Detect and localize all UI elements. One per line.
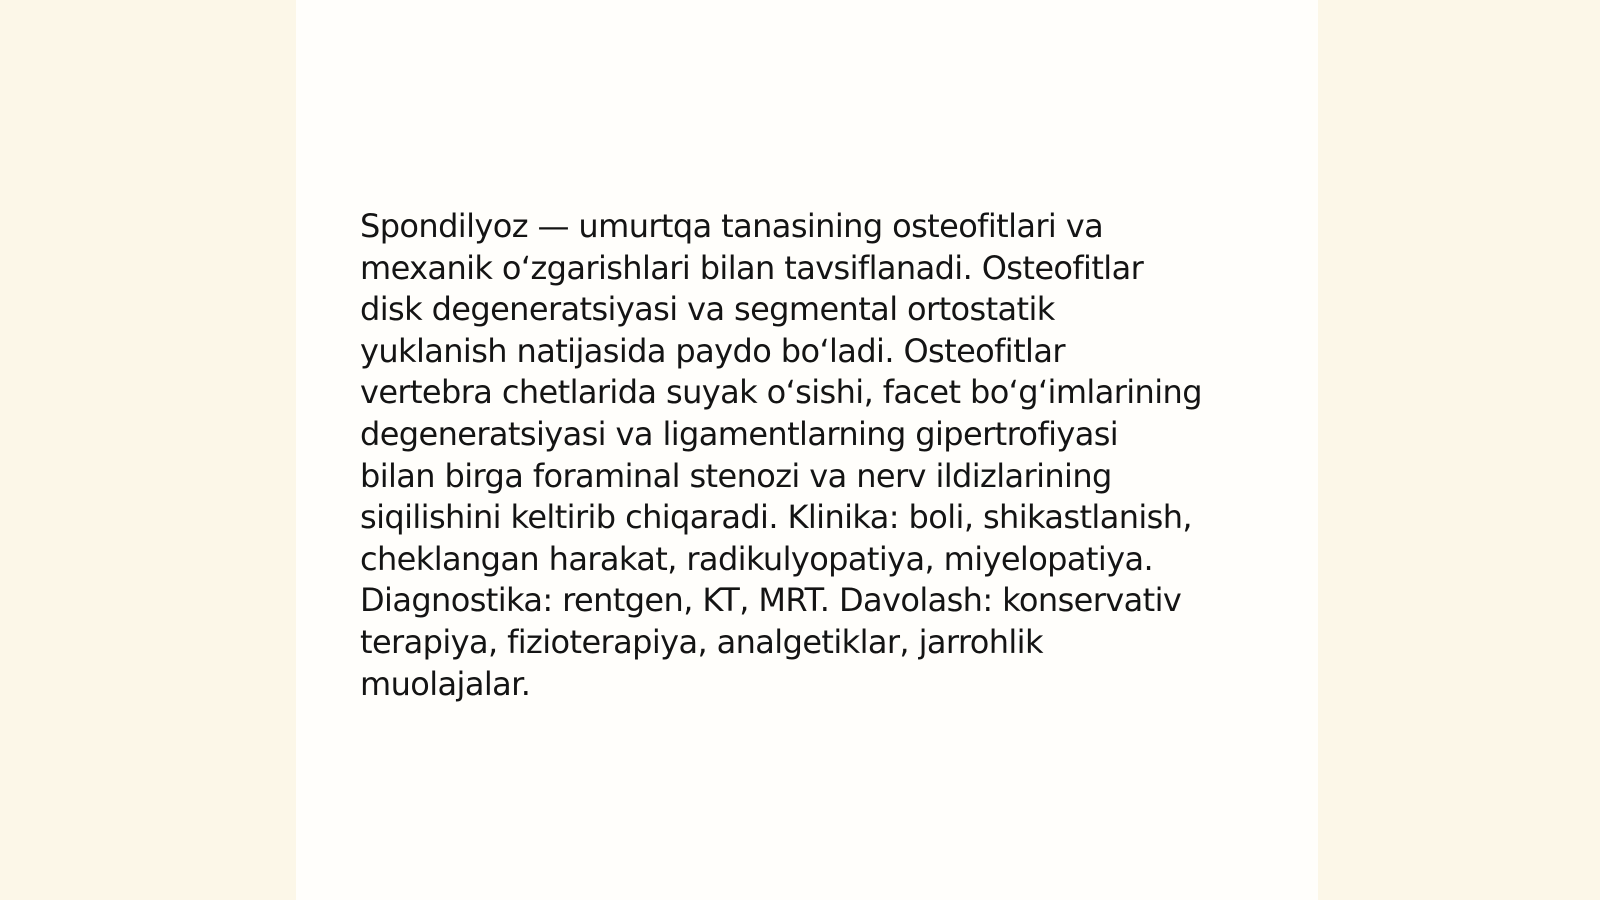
slide-body-text bbox=[360, 206, 1260, 705]
slide-text-line: muolajalar. bbox=[360, 664, 531, 703]
slide bbox=[296, 0, 1318, 900]
slide-text-line: cheklangan harakat, radikulyopatiya, miyelopatiya. bbox=[360, 539, 1154, 578]
slide-text-line: yuklanish natijasida paydo boʻladi. Osteofitlar bbox=[360, 331, 1065, 370]
slide-text-line: disk degeneratsiyasi va segmental ortostatik bbox=[360, 290, 1055, 329]
slide-text-line: vertebra chetlarida suyak oʻsishi, facet boʻgʻimlarining bbox=[360, 373, 1202, 412]
slide-text-line: degeneratsiyasi va ligamentlarning gipertrofiyasi bbox=[360, 414, 1119, 453]
slide-text-line: terapiya, fizioterapiya, analgetiklar, jarrohlik bbox=[360, 622, 1043, 661]
slide-text-line: bilan birga foraminal stenozi va nerv ildizlarining bbox=[360, 456, 1112, 495]
slide-text-line: Diagnostika: rentgen, KT, MRT. Davolash: konservativ bbox=[360, 581, 1182, 620]
slide-text-line: siqilishini keltirib chiqaradi. Klinika: boli, shikastlanish, bbox=[360, 498, 1192, 537]
slide-text-line: Spondilyoz — umurtqa tanasining osteofitlari va bbox=[360, 207, 1104, 245]
slide-text-line: mexanik oʻzgarishlari bilan tavsiflanadi. Osteofitlar bbox=[360, 248, 1144, 287]
